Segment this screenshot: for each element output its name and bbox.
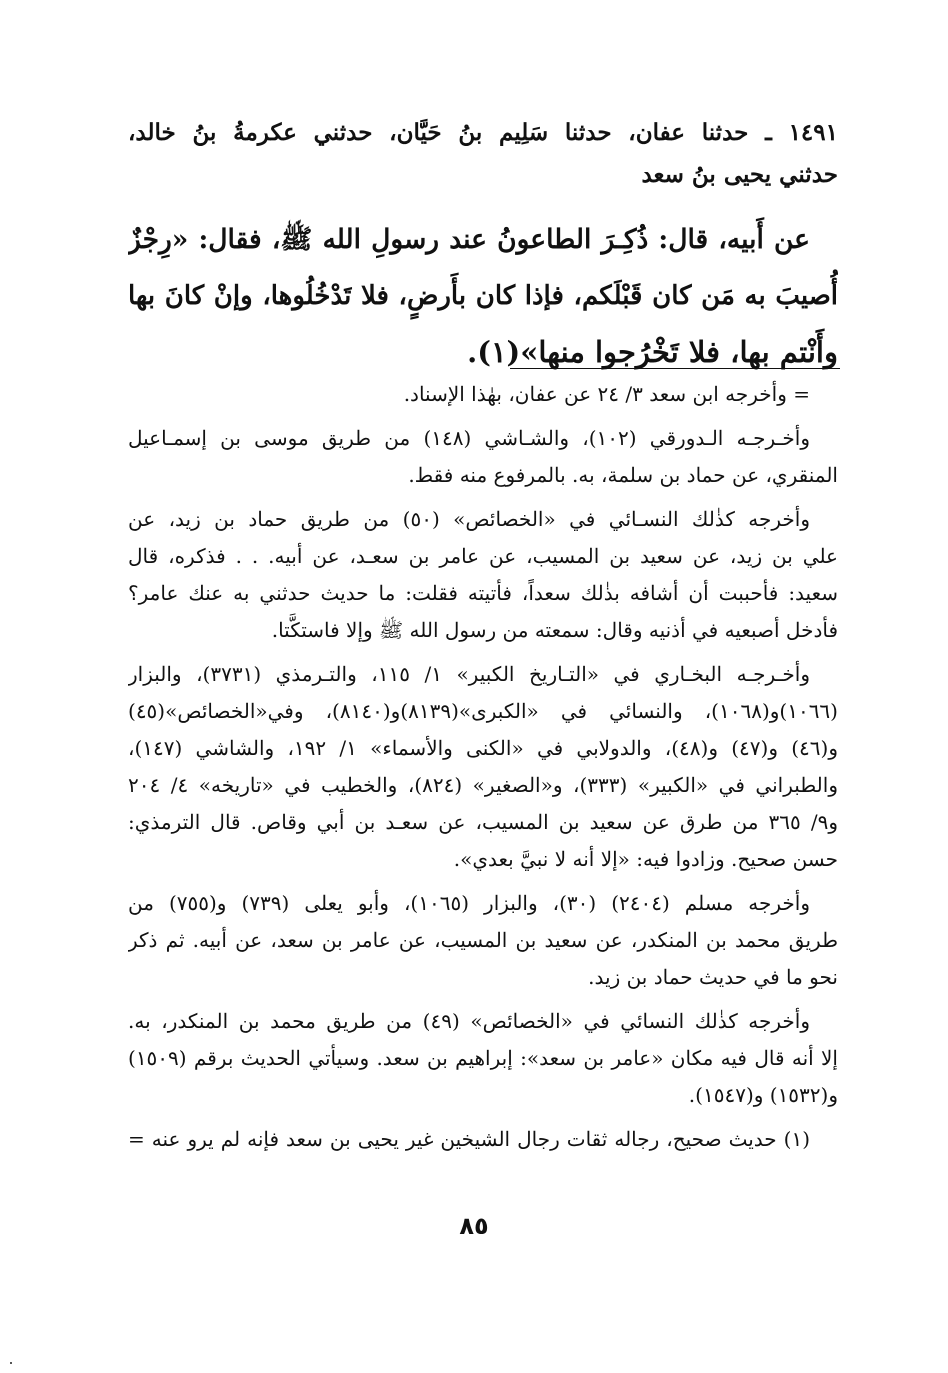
footnote-line: فأدخل أصبعيه في أذنيه وقال: سمعته من رسول الله ﷺ وإلا فاستكَّتا. <box>271 618 838 642</box>
footnote-line: حسن صحيح. وزادوا فيه: «إلا أنه لا نبيَّ بعدي». <box>453 847 838 871</box>
footnotes <box>128 376 838 1158</box>
footnote-line: وأخرجه مسلم (٢٤٠٤) (٣٠)، والبزار (١٠٦٥)، وأبو يعلى (٧٣٩) و(٧٥٥) من <box>128 891 810 915</box>
footnote-line: طريق محمد بن المنكدر، عن سعيد بن المسيب، عن عامر بن سعد، عن أبيه. ثم ذكر <box>128 928 838 952</box>
footnote-line: وأخرجه كذٰلك النسائي في «الخصائص» (٤٩) من طريق محمد بن المنكدر، به. <box>128 1009 810 1033</box>
footnote-line: المنقري، عن حماد بن سلمة، به. بالمرفوع منه فقط. <box>408 463 838 487</box>
hadith-isnad <box>128 112 838 196</box>
footnote-line: سعيد: فأحببت أن أشافه بذٰلك سعداً، فأتيته فقلت: ما حديث حدثني به عنك عامر؟ <box>128 581 838 605</box>
footnote-line: والطبراني في «الكبير» (٣٣٣)، و«الصغير» (٨٢٤)، والخطيب في «تاريخه» ٤/ ٢٠٤ <box>128 773 838 797</box>
footnote-line: وأخـرجـه الـدورقي (١٠٢)، والشـاشي (١٤٨) من طريق موسى بن إسمـاعيل <box>128 426 811 450</box>
footnote-line: وأخرجه كذٰلك النسـائي في «الخصائص» (٥٠) من طريق حماد بن زيد، عن <box>128 507 810 531</box>
footnote-line: و٩/ ٣٦٥ من طرق عن سعيد بن المسيب، عن سعـد بن أبي وقاص. قال الترمذي: <box>128 810 838 834</box>
footnote-line: علي بن زيد، عن سعيد بن المسيب، عن عامر بن سعـد، عن أبيه. . . فذكره، قال <box>128 544 838 568</box>
scan-speck <box>10 1362 12 1364</box>
footnote-separator <box>510 368 840 369</box>
matn-line: عن أَبيه، قال: ذُكِـرَ الطاعونُ عند رسولِ الله ﷺ، فقال: «رِجْزٌ <box>128 224 810 255</box>
footnote-line: نحو ما في حديث حماد بن زيد. <box>588 965 838 989</box>
footnote-line: (١٠٦٦)و(١٠٦٨)، والنسائي في «الكبرى»(٨١٣٩)و(٨١٤٠)، وفي«الخصائص»(٤٥) <box>128 699 838 723</box>
footnote-paragraph <box>128 376 838 413</box>
footnote-line: وأخـرجـه البخـاري في «التـاريخ الكبير» ١/ ١١٥، والتـرمذي (٣٧٣١)، والبزار <box>128 662 811 686</box>
footnote-line: و(١٥٣٢) و(١٥٤٧). <box>688 1083 838 1107</box>
footnote-line: و(٤٦) و(٤٧) و(٤٨)، والدولابي في «الكنى والأسماء» ١/ ١٩٢، والشاشي (١٤٧)، <box>128 736 838 760</box>
footnote-paragraph <box>128 1003 838 1114</box>
isnad-line: حدثني يحيى بنُ سعد <box>641 161 838 188</box>
page-number: ٨٥ <box>459 1212 489 1240</box>
hadith-matn <box>128 212 838 380</box>
isnad-line: ١٤٩١ ـ حدثنا عفان، حدثنا سَلِيم بنُ حَيَّان، حدثني عكرمةُ بنُ خالد، <box>128 119 838 146</box>
footnote-line: = وأخرجه ابن سعد ٣/ ٢٤ عن عفان، بهٰذا الإسناد. <box>403 382 810 406</box>
matn-line: أُصيبَ به مَن كان قَبْلَكم، فإذا كان بأَرضٍ، فلا تَدْخُلُوها، وإنْ كانَ بها <box>128 281 838 311</box>
footnote-paragraph <box>128 1121 838 1158</box>
footnote-line: (١) حديث صحيح، رجاله ثقات رجال الشيخين غير يحيى بن سعد فإنه لم يرو عنه = <box>128 1127 810 1151</box>
footnote-paragraph <box>128 420 838 494</box>
footnote-paragraph <box>128 501 838 649</box>
footnote-paragraph <box>128 656 838 878</box>
matn-line: وأَنْتم بها، فلا تَخْرُجوا منها»(١). <box>467 335 838 369</box>
footnote-paragraph <box>128 885 838 996</box>
footnote-line: إلا أنه قال فيه مكان «عامر بن سعد»: إبراهيم بن سعد. وسيأتي الحديث برقم (١٥٠٩) <box>128 1046 838 1070</box>
